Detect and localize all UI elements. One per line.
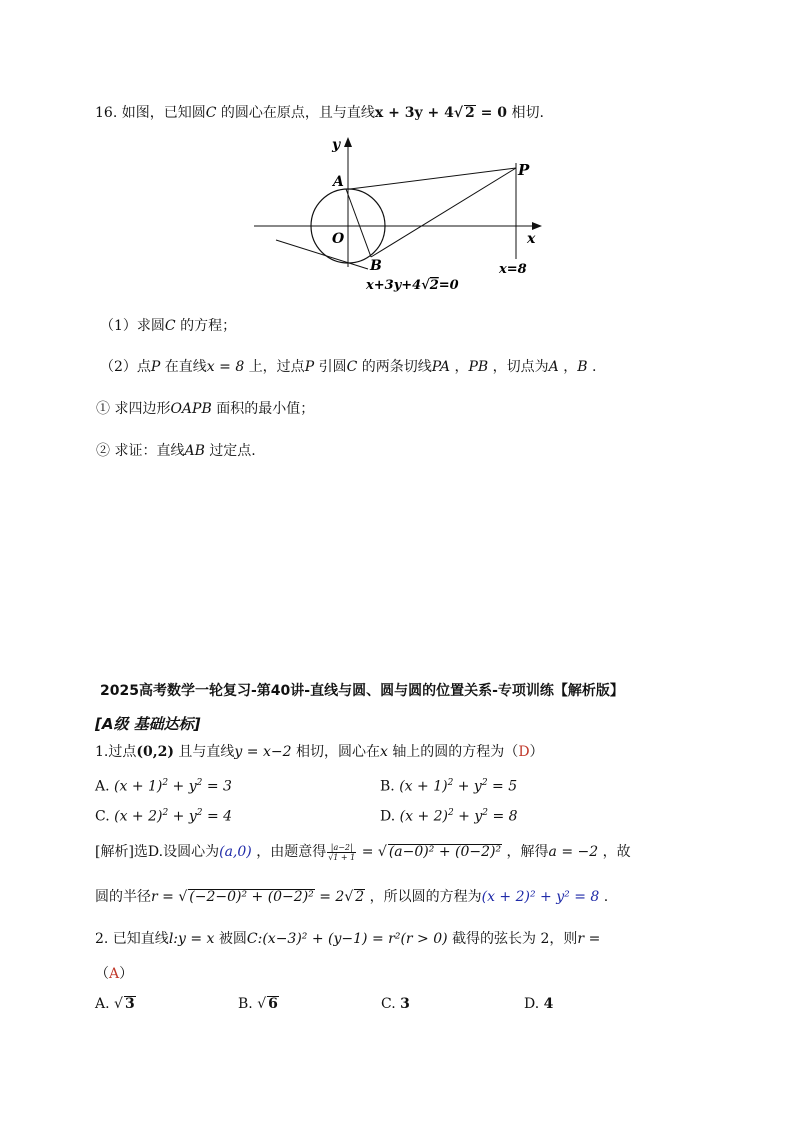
q2-option-c: C. 3 xyxy=(381,996,410,1012)
q2-option-a: A. √ 3 xyxy=(95,996,135,1012)
q1-option-b: B. $(x + 1)^2 + y^2 = 5$ xyxy=(380,778,518,795)
label-y: y xyxy=(332,137,341,153)
y-axis-arrow xyxy=(344,137,352,147)
label-line-eq: x+3y+4√2=0 xyxy=(366,278,459,293)
label-x: x xyxy=(527,231,536,247)
section-heading: [A级 基础达标] xyxy=(95,715,201,733)
tangent-pa xyxy=(350,168,516,189)
q1-explanation-1: [解析]选D.设圆心为(a,0) ，由题意得 $\frac{|a-2|}{√1 + 1}$ = √ (a−0)² + (0−2)² ，解得a = −2 ，故 xyxy=(95,842,631,862)
q16-figure xyxy=(250,135,550,295)
q2-answer: A xyxy=(109,966,120,982)
q1-option-a: A. $(x + 1)^2 + y^2 = 3$ xyxy=(95,778,232,795)
doc-title: 2025高考数学一轮复习-第40讲-直线与圆、圆与圆的位置关系-专项训练【解析版】 xyxy=(100,683,624,699)
label-x8: x=8 xyxy=(499,262,527,277)
fraction: $\frac{|a-2|}{√1 + 1}$ xyxy=(328,842,356,862)
q1-option-c: C. $(x + 2)^2 + y^2 = 4$ xyxy=(95,808,233,825)
q2-option-d: D. 4 xyxy=(524,996,554,1012)
q1-explanation-2: 圆的半径r = √ (−2−0)² + (0−2)² = 2√ 2 ，所以圆的方程为(x + 2)² + y² = 8 . xyxy=(95,889,609,905)
line-l xyxy=(276,240,368,269)
label-a: A xyxy=(333,174,344,190)
q16-part1: （1）求圆C 的方程； xyxy=(100,318,237,334)
q2-answer-line: （A） xyxy=(95,966,134,982)
q2-option-b: B. √ 6 xyxy=(238,996,278,1012)
label-p: P xyxy=(518,161,530,179)
chord-ab xyxy=(346,189,371,257)
q2-stem: 2. 已知直线l:y = x 被圆C:(x−3)² + (y−1) = r²(r > 0) 截得的弦长为 2，则r = xyxy=(95,931,601,947)
q1-answer: D xyxy=(518,744,530,760)
q1-option-d: D. $(x + 2)^2 + y^2 = 8$ xyxy=(380,808,518,825)
label-b: B xyxy=(370,258,382,274)
label-o: O xyxy=(332,231,345,247)
q16-sub2: ② 求证：直线AB 过定点. xyxy=(96,443,256,459)
tangent-pb xyxy=(371,168,516,257)
q16-part2: （2）点P 在直线x = 8 上，过点P 引圆C 的两条切线PA ，PB ，切点为A ，B . xyxy=(100,359,597,375)
q1-stem: 1.过点(0,2) 且与直线y = x−2 相切，圆心在x 轴上的圆的方程为（D） xyxy=(95,744,544,760)
q16-stem: 16. 如图，已知圆C 的圆心在原点，且与直线x + 3y + 4√ 2 = 0 相切. xyxy=(95,105,544,121)
q16-sub1: ① 求四边形OAPB 面积的最小值； xyxy=(96,401,315,417)
x-axis-arrow xyxy=(532,222,542,230)
